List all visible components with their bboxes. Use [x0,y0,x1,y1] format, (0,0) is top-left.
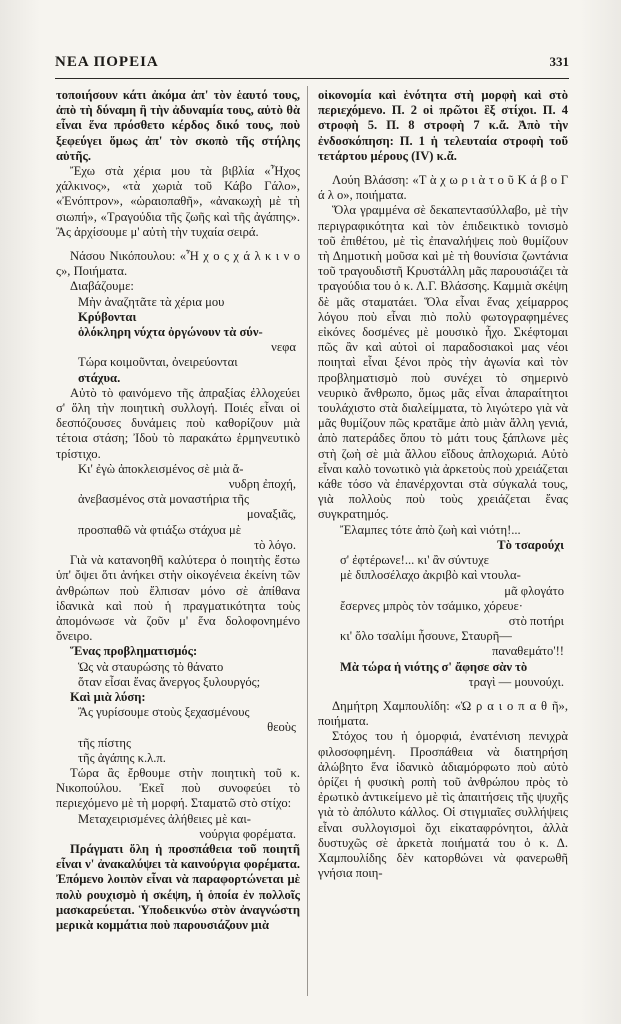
paragraph: Γιὰ νὰ κατανοηθῆ καλύτερα ὁ ποιητὴς ἔστω ὑπ' ὄψει ὅτι ἀνήκει στὴν οἰκογένεια ἐκείνη τῶν ἀνθρώπων ποὺ ἔλπισαν μόνο σὲ ἀπίθανα ἰδανικὰ καὶ ποὺ ἡ πραγματικότητα τοὺς ἀπομόνωσε νὰ ζοῦν μ' ἕνα δολοφονημένο ὄνειρο. [56,553,300,644]
paragraph: Καὶ μιὰ λύση: [70,689,146,704]
verse-line: στὸ ποτήρι [508,613,564,628]
verse-line: Κρύβονται [78,309,137,324]
verse-line: Ἔλαμπες τότε ἀπὸ ζωὴ καὶ νιότη!... [340,522,521,537]
left-column [56,88,300,933]
verse-line: στάχυα. [78,370,121,385]
verse-line: νούργια φορέματα. [199,826,296,841]
verse-line: τὸ λόγο. [254,537,296,552]
verse-line: ὅταν εἶσαι ἕνας ἄνεργος ξυλουργός; [78,674,261,689]
verse-line: ὁλόκληρη νύχτα ὀργώνουν τὰ σύν- [78,325,263,340]
paragraph: Αὐτὸ τὸ φαινόμενο τῆς ἀπραξίας ἐλλοχεύει σ' ὅλη τὴν ποιητικὴ συλλογή. Ποιές εἶναι οἱ δεσπόζουσες δυνάμεις ποὺ καθορίζουν μιὰ τέτοια στάση; Ἰδοὺ τὸ παρακάτω ἑρμηνευτικὸ τρίστιχο. [56,385,300,461]
verse-line: Ἂς γυρίσουμε στοὺς ξεχασμένους [78,705,250,720]
verse-line: Τὸ τσαρούχι [497,537,564,552]
verse-line: κι' ὅλο τσαλίμι ἦσουνε, Σταυρῆ— [340,629,512,644]
paragraph: τοποιήσουν κάτι ἀκόμα ἀπ' τὸν ἑαυτό τους, ἀπὸ τὴ δύναμη ἢ τὴν ἀδυναμία τους, αὐτὸ θὰ εἶναι ἕνα πρόσθετο κέρδος δικό τους, ποὺ ξεφεύγει ὅμως ἀπ' τὸν σκοπὸ τῆς στήλης αὐτῆς. [56,88,300,163]
verse-line: προσπαθῶ νὰ φτιάξω στάχυα μὲ [78,522,242,537]
journal-title: ΝΕΑ ΠΟΡΕΙΑ [55,54,159,70]
verse-line: Μεταχειρισμένες ἀλήθειες μὲ και- [78,811,251,826]
paragraph: Στόχος του ἡ ὁμορφιά, ἐνατένιση πενιχρὰ φιλοσοφημένη. Προσπάθεια νὰ διατηρήση ἀλώβητο ἕνα ἰδανικὸ ἀδιαμόρφωτο ποὺ αὐτὸ ὁρίζει ἡ φυσικὴ ροπὴ τοῦ ἀνθρώπου πρὸς τὸ ἐρωτικὸ ἀντικείμενο μὲ τὶς ἀπαιτήσεις τῆς ψυχῆς γιὰ τὸ ἀπόλυτο κάλλος. Οἱ στιγμιαῖες συλλήψεις εἶναι συλλογισμοὶ ὄχι εἰκαταφρόνητοι, ἀλλὰ δυστυχῶς σὲ ἀρκετὰ ποιήματά του ὁ κ. Δ. Χαμπουλίδης δὲν κατορθώνει νὰ φανερωθῆ γνήσια ποιη- [318,729,568,881]
running-head [55,54,569,72]
verse-line: Ὡς νὰ σταυρώσης τὸ θάνατο [78,659,224,674]
verse-line: ἀνεβασμένος στὰ μοναστήρια τῆς [78,492,249,507]
verse-line: τῆς ἀγάπης κ.λ.π. [78,750,166,765]
verse-line: Κι' ἐγὼ ἀποκλεισμένος σὲ μιὰ ἄ- [78,461,244,476]
verse-line: θεοὺς [267,720,296,735]
right-column [318,88,568,881]
review-heading: Δημήτρη Χαμπουλίδη: «Ὡ ρ α ι ο π α θ ῆ», ποιήματα. [318,698,568,729]
verse-line: σ' ἐφτέρωνε!... κι' ἂν σύντυχε [340,553,489,568]
verse-line: Μὰ τώρα ἡ νιότης σ' ἄφησε σὰν τὸ [340,659,528,674]
review-heading: Λούη Βλάσση: «Τ ὰ χ ω ρ ι ὰ τ ο ῦ Κ ά β ο Γ ά λ ο», ποιήματα. [318,173,568,203]
paragraph: Πράγματι ὅλη ἡ προσπάθεια τοῦ ποιητῆ εἶναι ν' ἀνακαλύψει τὰ καινούργια φορέματα. Ἐπόμενο λοιπὸν εἶναι νὰ παραφορτώνεται μὲ πολὺ ρουχισμὸ ἡ σκέψη, ἡ ὁποία ἐν πολλοῖς μασκαρεύεται. Ὑποδεικνύω στὸν ἀναγνώστη μερικὰ κομμάτια ποὺ παρουσιάζουν μιὰ [56,841,300,932]
paragraph: Ἔχω στὰ χέρια μου τὰ βιβλία «Ἦχος χάλκινος», «τὰ χωριὰ τοῦ Κάβο Γάλο», «Ἐνόπτρον», «ὡραιοπαθῆ», «ἀνακωχὴ μὲ τὴ σιωπή», «Τραγούδια τῆς ζωῆς καὶ τῆς ἀγάπης». Ἂς ἀρχίσουμε μ' αὐτὴ τὴν τυχαία σειρά. [56,164,300,239]
verse-line: μᾶ φλογάτο [504,583,564,598]
verse-line: νεφα [271,340,296,355]
verse-line: νυδρη ἐποχή, [228,477,296,492]
verse-line: Τώρα κοιμοῦνται, ὀνειρεύονται [78,355,238,370]
verse-line: μοναξιᾶς, [246,507,296,522]
column-divider [307,86,308,996]
verse-line: τραγὶ — μουνούχι. [468,674,564,689]
paragraph: οἰκονομία καὶ ἑνότητα στὴ μορφὴ καὶ στὸ περιεχόμενο. Π. 2 οἱ πρῶτοι ἓξ στίχοι. Π. 4 στροφὴ 5. Π. 8 στροφὴ 7 κ.ἄ. Ἀπὸ τὴν ἐνδοσκόπηση: Π. 1 ἡ τελευταία στροφὴ τοῦ τετάρτου μέρους (IV) κ.ἄ. [318,88,568,163]
paragraph: Ἕνας προβληματισμός: [70,644,198,659]
verse-line: ἔσερνες μπρὸς τὸν τσάμικο, χόρευε· [340,598,523,613]
verse-line: μὲ διπλοσέλαχο ἀκριβὸ καὶ ντουλα- [340,568,521,583]
verse-line: Μὴν ἀναζητᾶτε τὰ χέρια μου [78,294,225,309]
page-number: 331 [549,54,569,69]
review-heading: Νάσου Νικόπουλου: «Ἦ χ ο ς χ ά λ κ ι ν ο ς», Ποιήματα. [56,249,300,279]
verse-line: τῆς πίστης [78,735,131,750]
paragraph: Ὅλα γραμμένα σὲ δεκαπεντασύλλαβο, μὲ τὴν περιγραφικότητα καὶ τὸν ἐπιδεικτικὸ τονισμὸ τοῦ ἐπιθέτου, μὲ τὶς ἐπαναλήψεις ποὺ θυμίζουν τὴ Δημοτικὴ μοῦσα καὶ μὲ τὴ θουνίσια ζωντάνια τοῦ τραγουδιστῆ Κρυστάλλη μᾶς παρουσιάζει τὰ τραγούδια του ὁ κ. Λ.Γ. Βλάσσης. Καμμιὰ σκέψη δὲ μᾶς σταματάει. Ὅλα εἶναι ἕνας χείμαρρος λόγου ποὺ εἶναι πιὸ πολὺ φωτογραφημένες εἰκόνες δοσμένες μὲ μουσικὸ ἦχο. Σκέφτομαι πῶς ἂν καὶ αὐτοὶ οἱ παραδοσιακοὶ μας νέοι ποιηταὶ εἶναι ξένοι πρὸς τὴν ἀγωνία καὶ τὸν προβληματισμὸ ποὺ συνέχει τὸ σημερινὸ νευρικὸ ἄνθρωπο, ὅμως μᾶς εἶναι ἀπαραίτητοι τουλάχιστο στὰ διαλείμματα, τὸ λιγώτερο γιὰ νὰ μᾶς θυμίζουν πῶς κρατᾶμε ἀπὸ μιὰν ἄλλη γενιά, ἀπὸ πατεράδες ὅπου τὸ μάτι τους ξάπλωνε μὲς στὴ ζωὴ σὲ μιὰ ἄλλου εἴδους ἀπλοχωριά. Αὐτὸ εἶναι καλὸ τονωτικὸ γιὰ ἀρκετοὺς ποὺ χρειάζεται κάθε τόσο νὰ ἐπανέρχονται στὰ σύγκαλά τους, γιὰ πολλοὺς ποὺ τοὺς χρειάζεται ἕνας συγκρατημός. [318,203,568,522]
paragraph: Τώρα ἂς ἔρθουμε στὴν ποιητικὴ τοῦ κ. Νικοπούλου. Ἐκεῖ ποὺ συνοφεύει τὸ περιεχόμενο μὲ τὴ μορφή. Σταματῶ στὸ στίχο: [56,765,300,811]
verse-line: παναθεμάτο'!! [492,644,564,659]
header-rule [55,78,569,79]
paragraph: Διαβάζουμε: [70,279,134,294]
